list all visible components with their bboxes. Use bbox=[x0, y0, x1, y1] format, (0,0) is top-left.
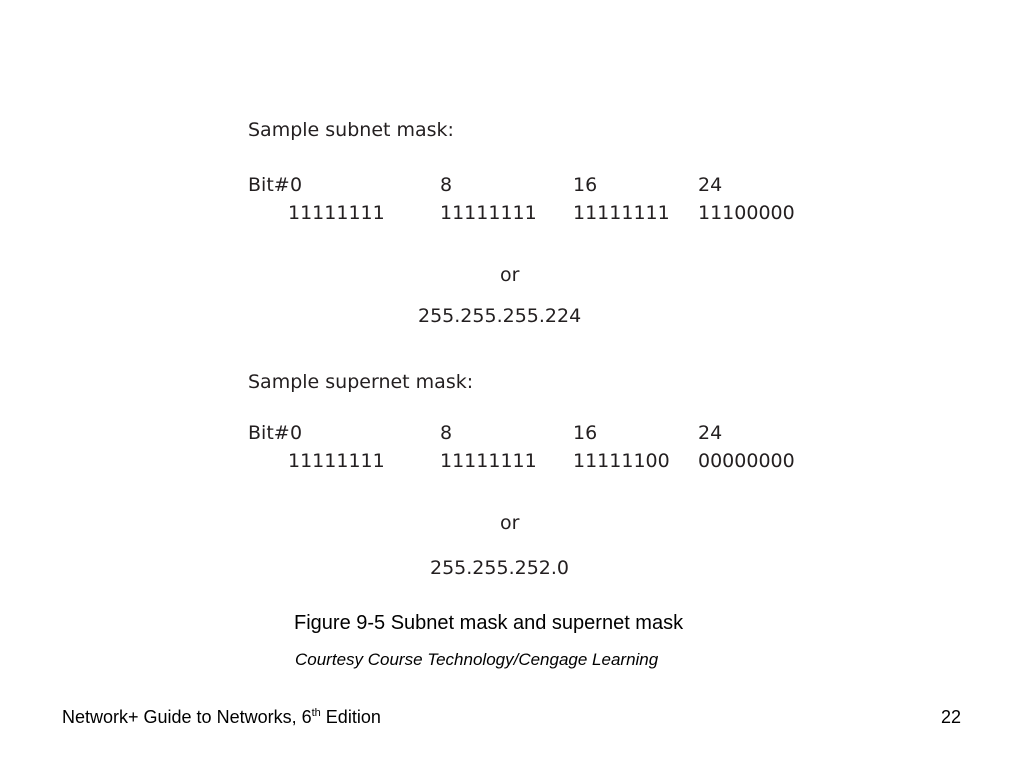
footer-book-title bbox=[62, 707, 381, 728]
supernet-bit-16: 16 bbox=[573, 422, 598, 444]
supernet-bit-8: 8 bbox=[440, 422, 453, 444]
footer-edition-word: Edition bbox=[320, 707, 381, 727]
subnet-bit-0: 0 bbox=[290, 174, 303, 196]
subnet-octet-3: 11111111 bbox=[573, 202, 670, 224]
subnet-bit-16: 16 bbox=[573, 174, 598, 196]
subnet-bit-label: Bit# bbox=[248, 174, 290, 196]
subnet-octet-1: 11111111 bbox=[288, 202, 385, 224]
subnet-heading: Sample subnet mask: bbox=[248, 119, 454, 141]
footer-edition-superscript: th bbox=[311, 707, 321, 719]
figure-caption: Figure 9-5 Subnet mask and supernet mask bbox=[294, 612, 684, 634]
supernet-bit-24: 24 bbox=[698, 422, 723, 444]
subnet-octet-4: 11100000 bbox=[698, 202, 795, 224]
supernet-or-text: or bbox=[500, 512, 520, 534]
supernet-octet-2: 11111111 bbox=[440, 450, 537, 472]
supernet-octet-3: 11111100 bbox=[573, 450, 670, 472]
figure-credit: Courtesy Course Technology/Cengage Learning bbox=[295, 650, 659, 669]
supernet-octet-1: 11111111 bbox=[288, 450, 385, 472]
subnet-bit-24: 24 bbox=[698, 174, 723, 196]
supernet-octet-4: 00000000 bbox=[698, 450, 795, 472]
page-number: 22 bbox=[941, 707, 962, 727]
footer-title-text: Network+ Guide to Networks, 6 bbox=[62, 707, 312, 727]
supernet-bit-0: 0 bbox=[290, 422, 303, 444]
supernet-dotted-decimal: 255.255.252.0 bbox=[430, 557, 570, 579]
subnet-or-text: or bbox=[500, 264, 520, 286]
subnet-bit-8: 8 bbox=[440, 174, 453, 196]
supernet-bit-label: Bit# bbox=[248, 422, 290, 444]
supernet-heading: Sample supernet mask: bbox=[248, 371, 474, 393]
subnet-octet-2: 11111111 bbox=[440, 202, 537, 224]
subnet-dotted-decimal: 255.255.255.224 bbox=[418, 305, 582, 327]
